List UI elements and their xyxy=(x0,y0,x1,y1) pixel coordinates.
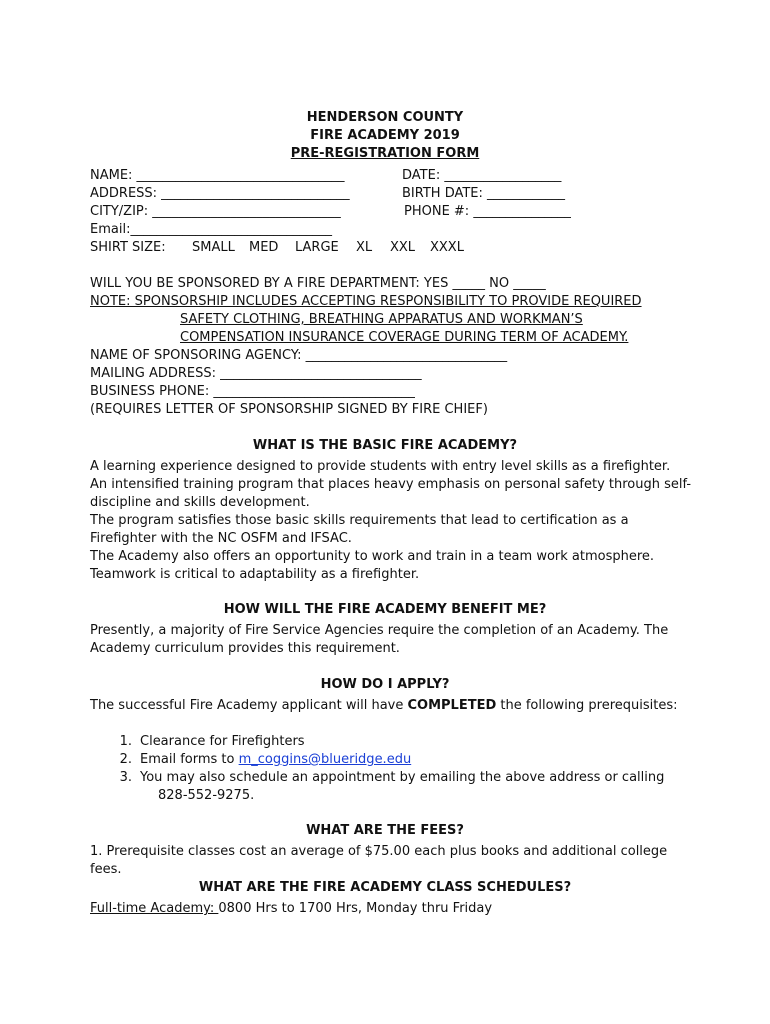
business-phone-field: BUSINESS PHONE: _______________________________ xyxy=(90,384,415,399)
schedule-heading: WHAT ARE THE FIRE ACADEMY CLASS SCHEDULES? xyxy=(198,880,572,895)
date-field: DATE: __________________ xyxy=(402,168,562,183)
benefit-line: Academy curriculum provides this requirement. xyxy=(90,641,400,656)
prerequisite-text: You may also schedule an appointment by emailing the above address or calling xyxy=(140,770,665,785)
academy-title: FIRE ACADEMY 2019 xyxy=(310,128,460,143)
name-field: NAME: ________________________________ xyxy=(90,168,345,183)
apply-heading: HOW DO I APPLY? xyxy=(320,677,450,692)
shirt-size-small: SMALL xyxy=(192,240,235,255)
list-number: 1. xyxy=(119,734,132,749)
prerequisite-item-1 xyxy=(110,733,305,751)
phone-field: PHONE #: _______________ xyxy=(404,204,571,219)
shirt-size-med: MED xyxy=(249,240,279,255)
form-title: PRE-REGISTRATION FORM xyxy=(290,146,480,161)
email-link[interactable]: m_coggins@blueridge.edu xyxy=(238,752,412,767)
county-title: HENDERSON COUNTY xyxy=(306,110,464,125)
sponsoring-agency-field: NAME OF SPONSORING AGENCY: _______________________________ xyxy=(90,348,508,363)
birth-date-field: BIRTH DATE: ____________ xyxy=(402,186,566,201)
fees-heading: WHAT ARE THE FEES? xyxy=(306,823,464,838)
fulltime-schedule xyxy=(90,900,492,918)
sponsorship-requirement: (REQUIRES LETTER OF SPONSORSHIP SIGNED BY FIRE CHIEF) xyxy=(90,402,488,417)
address-field: ADDRESS: _____________________________ xyxy=(90,186,350,201)
shirt-size-xxl: XXL xyxy=(390,240,416,255)
basic-line: Teamwork is critical to adaptability as a firefighter. xyxy=(90,567,420,582)
fulltime-label: Full-time Academy: xyxy=(90,901,219,916)
email-field: Email:_______________________________ xyxy=(90,222,332,237)
basic-academy-heading: WHAT IS THE BASIC FIRE ACADEMY? xyxy=(252,438,518,453)
basic-line: An intensified training program that places heavy emphasis on personal safety through self- xyxy=(90,477,692,492)
sponsorship-note-line3: COMPENSATION INSURANCE COVERAGE DURING TERM OF ACADEMY. xyxy=(180,330,629,345)
apply-intro xyxy=(90,697,678,715)
mailing-address-field: MAILING ADDRESS: _______________________________ xyxy=(90,366,422,381)
basic-line: The program satisfies those basic skills requirements that lead to certification as a xyxy=(90,513,629,528)
shirt-size-label: SHIRT SIZE: xyxy=(90,240,166,255)
apply-intro-text: The successful Fire Academy applicant will have xyxy=(90,698,408,713)
shirt-size-large: LARGE xyxy=(295,240,339,255)
basic-line: A learning experience designed to provide students with entry level skills as a firefighter. xyxy=(90,459,671,474)
cityzip-field: CITY/ZIP: _____________________________ xyxy=(90,204,341,219)
list-number: 3. xyxy=(119,770,132,785)
basic-line: discipline and skills development. xyxy=(90,495,310,510)
prerequisite-text: Clearance for Firefighters xyxy=(140,734,305,749)
benefit-heading: HOW WILL THE FIRE ACADEMY BENEFIT ME? xyxy=(223,602,547,617)
fees-line: fees. xyxy=(90,862,122,877)
shirt-size-xl: XL xyxy=(356,240,373,255)
basic-line: Firefighter with the NC OSFM and IFSAC. xyxy=(90,531,352,546)
sponsorship-note-line2: SAFETY CLOTHING, BREATHING APPARATUS AND WORKMAN’S xyxy=(180,312,583,327)
shirt-size-xxxl: XXXL xyxy=(430,240,464,255)
sponsorship-note-line1: NOTE: SPONSORSHIP INCLUDES ACCEPTING RESPONSIBILITY TO PROVIDE REQUIRED xyxy=(90,294,642,309)
prerequisite-item-3-continued: 828-552-9275. xyxy=(158,788,255,803)
apply-intro-emphasis: COMPLETED xyxy=(407,698,497,713)
prerequisite-item-3 xyxy=(110,769,664,787)
sponsorship-question: WILL YOU BE SPONSORED BY A FIRE DEPARTMENT: YES _____ NO _____ xyxy=(90,276,546,291)
apply-intro-text: the following prerequisites: xyxy=(496,698,678,713)
prerequisite-text: Email forms to xyxy=(140,752,239,767)
fulltime-hours: 0800 Hrs to 1700 Hrs, Monday thru Friday xyxy=(218,901,493,916)
basic-line: The Academy also offers an opportunity to work and train in a team work atmosphere. xyxy=(90,549,655,564)
benefit-line: Presently, a majority of Fire Service Agencies require the completion of an Academy. The xyxy=(90,623,669,638)
fees-line: 1. Prerequisite classes cost an average of $75.00 each plus books and additional college xyxy=(90,844,668,859)
list-number: 2. xyxy=(119,752,132,767)
prerequisite-item-2 xyxy=(110,751,411,769)
